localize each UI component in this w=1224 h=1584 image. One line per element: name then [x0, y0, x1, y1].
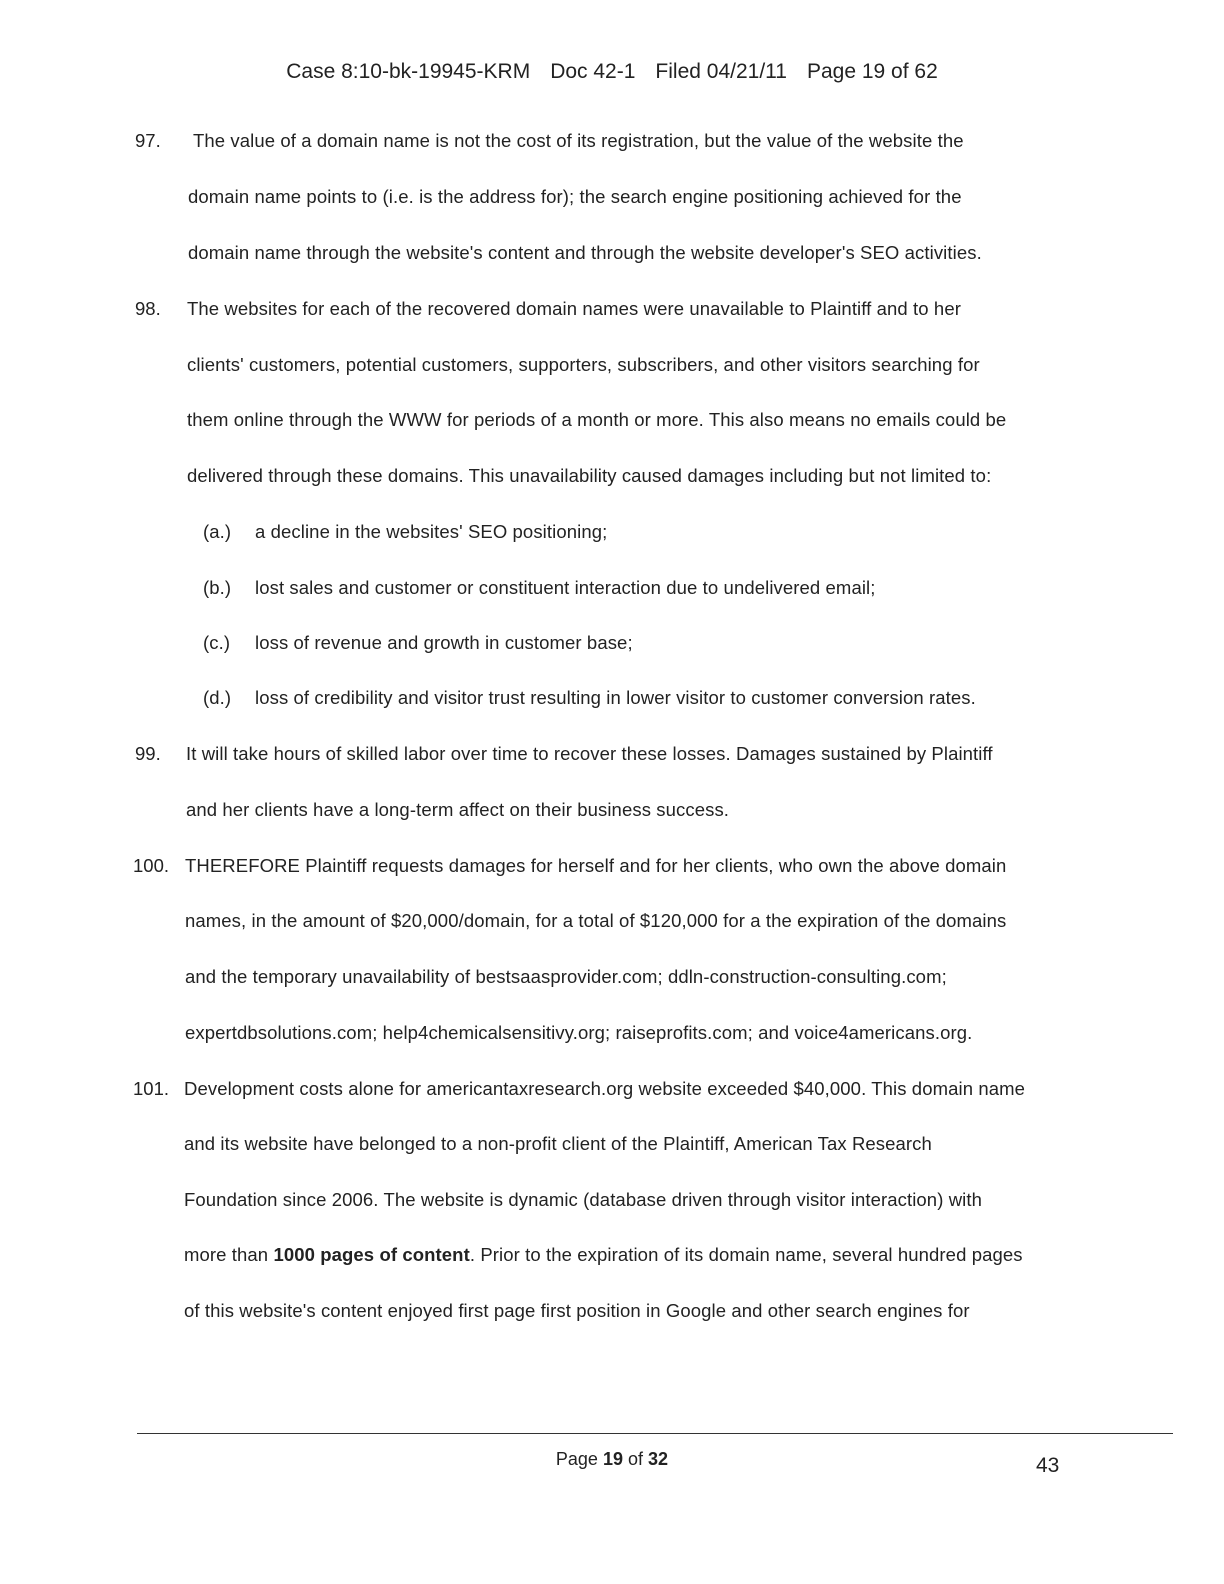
of-word: of: [628, 1449, 644, 1469]
list-item-text: lost sales and customer or constituent interaction due to undelivered email;: [255, 577, 876, 598]
list-item-label: (b.): [203, 577, 232, 598]
paragraph-98-line: them online through the WWW for periods of a month or more. This also means no emails could be: [187, 409, 1007, 430]
paragraph-number-99: 99.: [135, 743, 161, 764]
paragraph-101-line: Foundation since 2006. The website is dynamic (database driven through visitor interaction) with: [184, 1189, 982, 1210]
list-item-label: (a.): [203, 521, 232, 542]
court-page-number: Page 19 of 62: [806, 60, 938, 83]
page-current: 19: [602, 1449, 623, 1469]
paragraph-97-line: domain name points to (i.e. is the address for); the search engine positioning achieved for the: [188, 186, 962, 207]
paragraph-99-line: and her clients have a long-term affect on their business success.: [186, 799, 730, 820]
case-number: Case 8:10-bk-19945-KRM: [286, 60, 531, 83]
list-item-label: (d.): [203, 687, 232, 708]
line-text: more than: [184, 1244, 274, 1265]
paragraph-101-line: Development costs alone for americantaxresearch.org website exceeded $40,000. This domain name: [184, 1078, 1025, 1099]
list-item-text: a decline in the websites' SEO positioning;: [255, 521, 608, 542]
paragraph-98-line: delivered through these domains. This unavailability caused damages including but not limited to:: [187, 465, 992, 486]
paragraph-100-line: THEREFORE Plaintiff requests damages for herself and for her clients, who own the above domain: [185, 855, 1007, 876]
paragraph-100-line: and the temporary unavailability of bestsaasprovider.com; ddln-construction-consulting.com;: [185, 966, 947, 987]
list-item-label: (c.): [203, 632, 231, 653]
footer-divider: [137, 1433, 1173, 1434]
paragraph-number-101: 101.: [133, 1078, 170, 1099]
paragraph-100-line: expertdbsolutions.com; help4chemicalsensitivy.org; raiseprofits.com; and voice4americans.org.: [185, 1022, 973, 1043]
filed-date: Filed 04/21/11: [655, 60, 787, 83]
paragraph-99-line: It will take hours of skilled labor over time to recover these losses. Damages sustained by Plaintiff: [186, 743, 993, 764]
paragraph-97-line: domain name through the website's content and through the website developer's SEO activities.: [188, 242, 982, 263]
doc-number: Doc 42-1: [550, 60, 636, 83]
paragraph-97-line: The value of a domain name is not the cost of its registration, but the value of the website the: [193, 130, 964, 151]
paragraph-98-line: The websites for each of the recovered domain names were unavailable to Plaintiff and to her: [187, 298, 961, 319]
line-text: . Prior to the expiration of its domain name, several hundred pages: [469, 1244, 1023, 1265]
paragraph-number-97: 97.: [135, 130, 161, 151]
paragraph-101-line: [184, 1244, 1023, 1266]
exhibit-page-number: 43: [1036, 1454, 1060, 1477]
page-word: Page: [555, 1449, 598, 1469]
paragraph-101-line: and its website have belonged to a non-profit client of the Plaintiff, American Tax Research: [184, 1133, 932, 1154]
paragraph-number-98: 98.: [135, 298, 161, 319]
paragraph-101-line: of this website's content enjoyed first page first position in Google and other search engines for: [184, 1300, 970, 1321]
paragraph-100-line: names, in the amount of $20,000/domain, for a total of $120,000 for a the expiration of the domains: [185, 910, 1007, 931]
paragraph-number-100: 100.: [133, 855, 170, 876]
paragraph-98-line: clients' customers, potential customers, supporters, subscribers, and other visitors searching for: [187, 354, 980, 375]
emphasis-text: 1000 pages of content: [273, 1244, 470, 1265]
list-item-text: loss of credibility and visitor trust resulting in lower visitor to customer conversion rates.: [255, 687, 976, 708]
case-header: [0, 60, 1224, 84]
list-item-text: loss of revenue and growth in customer base;: [255, 632, 633, 653]
page-total: 32: [648, 1449, 669, 1469]
